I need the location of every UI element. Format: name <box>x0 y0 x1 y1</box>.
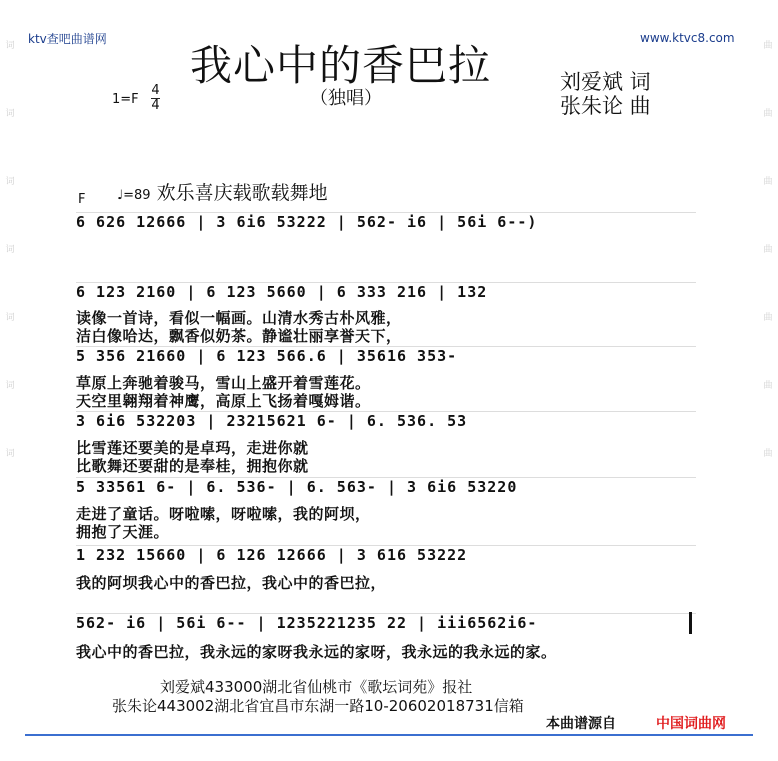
watermark-char: 词 <box>5 313 15 323</box>
lyricist-address: 刘爱斌433000湖北省仙桃市《歌坛词苑》报社 <box>160 678 473 696</box>
footer-divider <box>25 734 753 736</box>
source-site-link[interactable]: 中国词曲网 <box>656 716 726 732</box>
watermark-char: 曲 <box>763 381 773 391</box>
notation-line: 6 123 2160 | 6 123 5660 | 6 333 216 | 132 <box>76 283 488 301</box>
lyric-line: 拥抱了天涯。 <box>76 523 170 541</box>
lyric-line: 草原上奔驰着骏马，雪山上盛开着雪莲花。 <box>76 374 371 392</box>
watermark-char: 曲 <box>763 177 773 187</box>
notation-line: 5 356 21660 | 6 123 566.6 | 35616 353- <box>76 347 458 365</box>
song-title: 我心中的香巴拉 <box>190 41 492 90</box>
watermark-char: 词 <box>5 109 15 119</box>
composer-credit: 张朱论 曲 <box>560 94 651 118</box>
score-row-4 <box>76 411 696 434</box>
lyric-line: 洁白像哈达，飘香似奶茶。静谧壮丽享誉天下， <box>76 327 402 345</box>
lyric-line: 我的阿坝我心中的香巴拉，我心中的香巴拉， <box>76 574 387 592</box>
notation-line: 3 6i6 532203 | 23215621 6- | 6. 536. 53 <box>76 412 468 430</box>
score-row-2 <box>76 282 696 305</box>
notation-line: 562- i6 | 56i 6-- | 1235221235 22 | iii6562i6- <box>76 614 538 632</box>
score-row-1 <box>76 212 696 235</box>
tempo-marking <box>117 178 328 205</box>
watermark-char: 词 <box>5 177 15 187</box>
watermark-char: 词 <box>5 41 15 51</box>
song-subtitle: （独唱） <box>310 88 382 109</box>
time-bottom: 4 <box>151 98 160 113</box>
lyric-line: 比雪莲还要美的是卓玛，走进你就 <box>76 439 309 457</box>
lyric-line: 比歌舞还要甜的是奉桂，拥抱你就 <box>76 457 309 475</box>
score-row-7 <box>76 613 696 636</box>
lyric-line: 读像一首诗，看似一幅画。山清水秀古朴风雅， <box>76 309 402 327</box>
score-row-6 <box>76 545 696 568</box>
lyricist-credit: 刘爱斌 词 <box>560 70 651 94</box>
key-signature: 1=F <box>112 92 139 107</box>
site-url-right[interactable]: www.ktvc8.com <box>640 31 735 45</box>
score-row-3 <box>76 346 696 369</box>
chord-symbol: F <box>78 192 86 207</box>
composer-address: 张朱论443002湖北省宜昌市东湖一路10-20602018731信箱 <box>112 697 524 715</box>
notation-line: 6 626 12666 | 3 6i6 53222 | 562- i6 | 56i 6--) <box>76 213 538 231</box>
score-row-5 <box>76 477 696 500</box>
watermark-char: 词 <box>5 381 15 391</box>
expression-text: 欢乐喜庆载歌载舞地 <box>156 182 328 204</box>
left-side-watermark <box>2 40 18 516</box>
lyric-line: 天空里翱翔着神鹰，高原上飞扬着嘎姆谐。 <box>76 392 371 410</box>
watermark-char: 曲 <box>763 109 773 119</box>
tempo-value: ♩=89 <box>117 188 151 203</box>
watermark-char: 曲 <box>763 313 773 323</box>
watermark-char: 曲 <box>763 245 773 255</box>
notation-line: 1 232 15660 | 6 126 12666 | 3 616 53222 <box>76 546 468 564</box>
watermark-char: 曲 <box>763 41 773 51</box>
right-side-watermark <box>760 40 776 516</box>
notation-line: 5 33561 6- | 6. 536- | 6. 563- | 3 6i6 53220 <box>76 478 518 496</box>
lyric-line: 我心中的香巴拉，我永远的家呀我永远的家呀，我永远的我永远的家。 <box>76 643 557 661</box>
watermark-char: 词 <box>5 245 15 255</box>
watermark-char: 曲 <box>763 449 773 459</box>
time-top: 4 <box>151 83 160 98</box>
time-signature <box>151 84 160 113</box>
final-barline <box>689 612 692 634</box>
watermark-char: 词 <box>5 449 15 459</box>
site-name-left[interactable]: ktv查吧曲谱网 <box>28 32 107 46</box>
source-label: 本曲谱源自 <box>546 716 616 732</box>
lyric-line: 走进了童话。呀啦嗦，呀啦嗦，我的阿坝， <box>76 505 371 523</box>
